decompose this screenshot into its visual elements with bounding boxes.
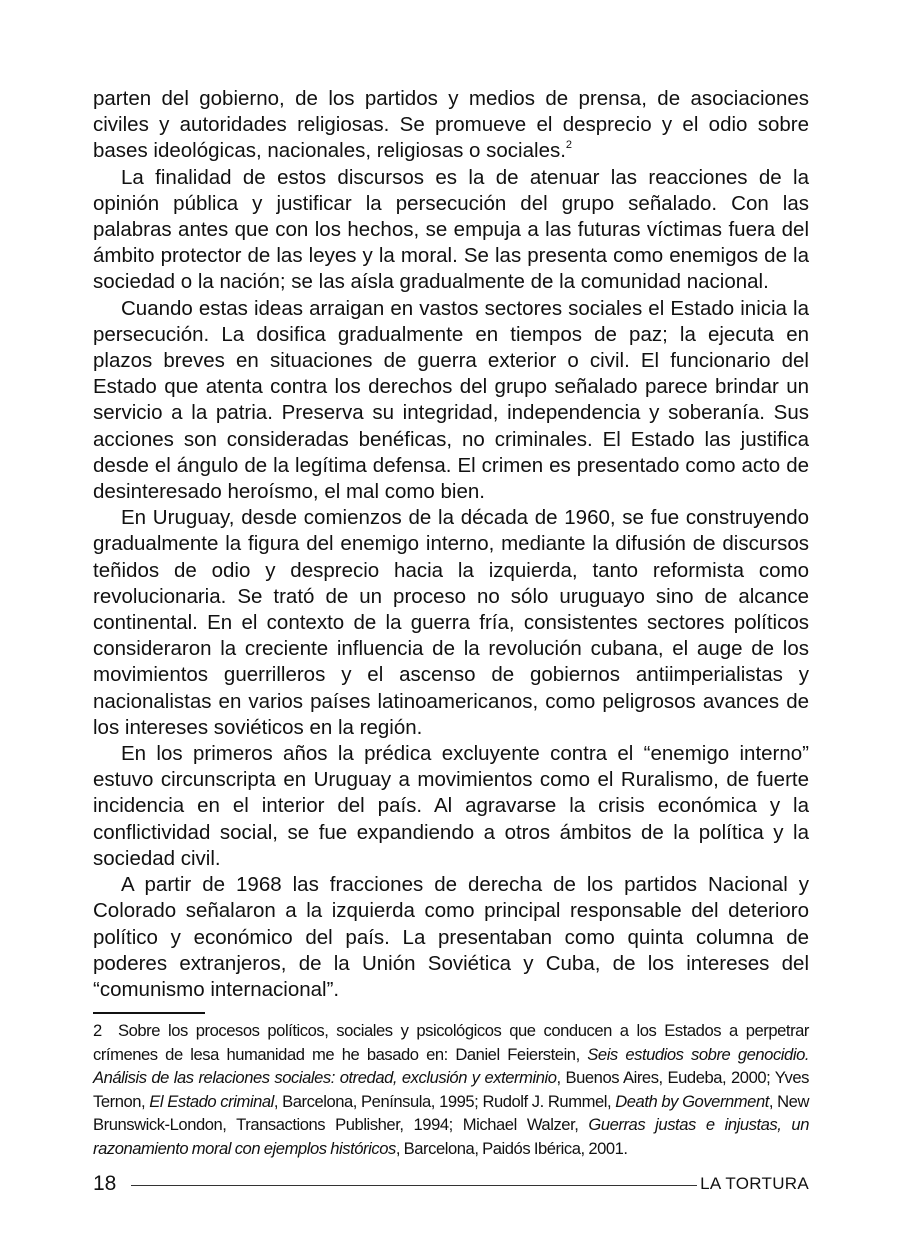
- page-number: 18: [93, 1172, 117, 1195]
- footnote-text: Sobre los procesos políticos, sociales y psicológicos que conducen a los Estados a perpetrar crímenes de lesa humanidad me he basado en: Daniel Feierstein,: [93, 1021, 809, 1064]
- footnote-title-italic: Guerras justas e injustas, un razonamiento moral con ejemplos históricos: [93, 1115, 809, 1158]
- paragraph-text: parten del gobierno, de los partidos y medios de prensa, de asociaciones civiles y autoridades religiosas. Se promueve el desprecio y el odio sobre bases ideológicas, nacionales, religiosas o sociales.: [93, 87, 809, 163]
- paragraph: [93, 86, 809, 165]
- footnote-text: , Barcelona, Península, 1995; Rudolf J. Rummel,: [273, 1091, 616, 1111]
- paragraph: Cuando estas ideas arraigan en vastos sectores sociales el Estado inicia la persecución. La dosifica gradualmente en tiempos de paz; la ejecuta en plazos breves en situaciones de guerra exterior o civil. El funcionario del Estado que atenta contra los derechos del grupo señalado parece brindar un servicio a la patria. Preserva su integridad, independencia y soberanía. Sus acciones son consideradas benéficas, no criminales. El Estado las justifica desde el ángulo de la legítima defensa. El crimen es presentado como acto de desinteresado heroísmo, el mal como bien.: [93, 296, 809, 504]
- body-text: [93, 86, 809, 1003]
- footnote-title-italic: Death by Government: [615, 1091, 769, 1111]
- paragraph: En los primeros años la prédica excluyente contra el “enemigo interno” estuvo circunscripta en Uruguay a movimientos como el Ruralismo, de fuerte incidencia en el interior del país. Al agravarse la crisis económica y la conflictividad social, se fue expandiendo a otros ámbitos de la política y la sociedad civil.: [93, 742, 809, 870]
- footer-rule: [131, 1185, 697, 1186]
- footnote-text: , Buenos Aires, Eudeba, 2000; Yves Ternon,: [93, 1068, 809, 1111]
- paragraph: La finalidad de estos discursos es la de atenuar las reacciones de la opinión pública y justificar la persecución del grupo señalado. Con las palabras antes que con los hechos, se empuja a las futuras víctimas fuera del ámbito protector de las leyes y la moral. Se las presenta como enemigos de la sociedad o la nación; se las aísla gradualmente de la comunidad nacional.: [93, 165, 809, 294]
- footnote-reference[interactable]: 2: [565, 139, 573, 152]
- running-title: LA TORTURA: [700, 1174, 809, 1193]
- footnote-number: 2: [93, 1021, 102, 1040]
- footnote-divider: [93, 1012, 205, 1014]
- footnote-title-italic: El Estado criminal: [149, 1091, 274, 1111]
- footnote: [93, 1019, 809, 1161]
- paragraph: En Uruguay, desde comienzos de la década de 1960, se fue construyendo gradualmente la figura del enemigo interno, mediante la difusión de discursos teñidos de odio y desprecio hacia la izquierda, tanto reformista como revolucionaria. Se trató de un proceso no sólo uruguayo sino de alcance continental. En el contexto de la guerra fría, consistentes sectores políticos consideraron la creciente influencia de la revolución cubana, el auge de los movimientos guerrilleros y el ascenso de gobiernos antiimperialistas y nacionalistas en varios países latinoamericanos, como peligrosos avances de los intereses soviéticos en la región.: [93, 506, 809, 739]
- paragraph: A partir de 1968 las fracciones de derecha de los partidos Nacional y Colorado señalaron a la izquierda como principal responsable del deterioro político y económico del país. La presentaban como quinta columna de poderes extranjeros, de la Unión Soviética y Cuba, de los intereses del “comunismo internacional”.: [93, 873, 809, 1001]
- footnote-text: , Barcelona, Paidós Ibérica, 2001.: [395, 1138, 628, 1158]
- footnote-title-italic: Seis estudios sobre genocidio. Análisis de las relaciones sociales: otredad, exclusión y exterminio: [93, 1044, 810, 1088]
- footnote-text: , New Brunswick-London, Transactions Publisher, 1994; Michael Walzer,: [93, 1091, 809, 1135]
- page-footer: [93, 1172, 809, 1198]
